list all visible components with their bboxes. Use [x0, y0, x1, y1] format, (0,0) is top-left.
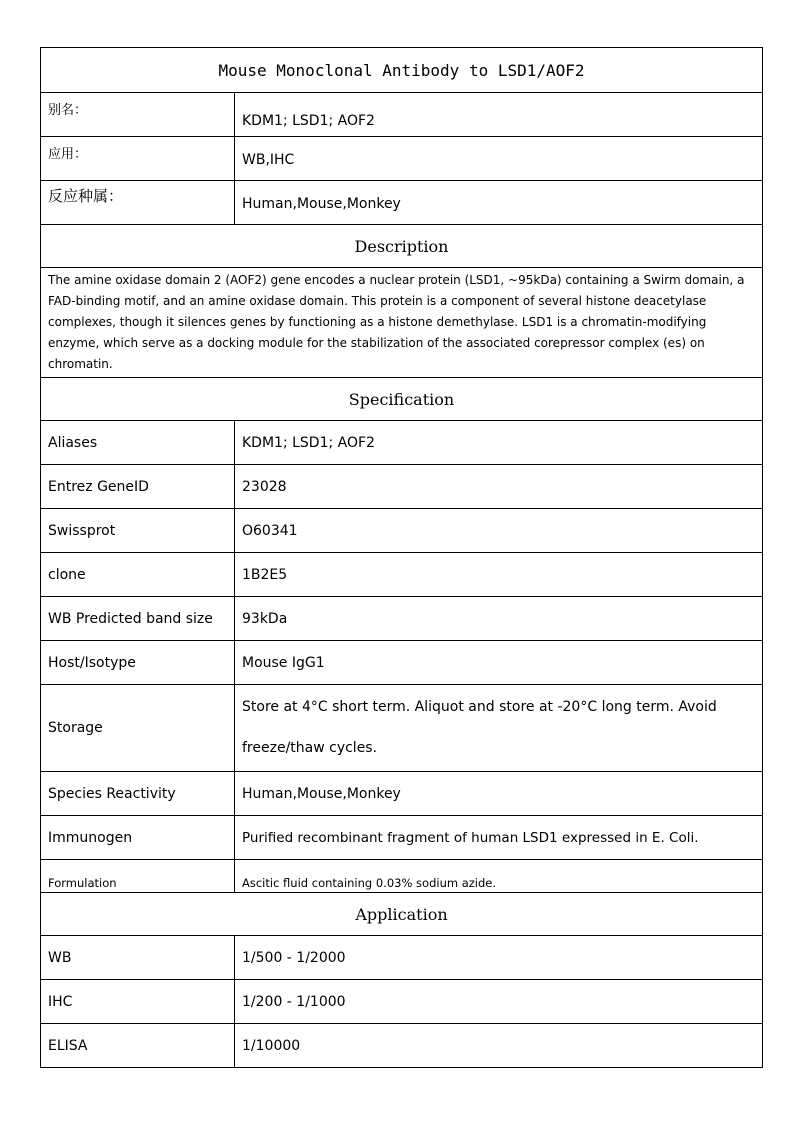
application-row: [41, 137, 763, 181]
spec-label: WB Predicted band size: [41, 597, 235, 641]
spec-value: 93kDa: [235, 597, 763, 641]
app-label: IHC: [41, 980, 235, 1024]
app-label: WB: [41, 936, 235, 980]
spec-row-entrez: [41, 465, 763, 509]
spec-row-reactivity: [41, 772, 763, 816]
app-row-wb: [41, 936, 763, 980]
spec-label: Storage: [41, 685, 235, 772]
spec-label: Formulation: [41, 860, 235, 893]
application-value: WB,IHC: [235, 137, 763, 181]
spec-value: Store at 4°C short term. Aliquot and store at -20°C long term. Avoid freeze/thaw cycles.: [235, 685, 763, 772]
app-value: 1/10000: [235, 1024, 763, 1068]
alias-label: 别名：: [41, 93, 235, 137]
spec-label: Swissprot: [41, 509, 235, 553]
spec-value: KDM1; LSD1; AOF2: [235, 421, 763, 465]
spec-label: Entrez GeneID: [41, 465, 235, 509]
alias-row: [41, 93, 763, 137]
app-value: 1/200 - 1/1000: [235, 980, 763, 1024]
product-datasheet-table: [40, 47, 763, 1068]
spec-label: Host/Isotype: [41, 641, 235, 685]
spec-row-swissprot: [41, 509, 763, 553]
specification-heading: Specification: [41, 378, 763, 421]
spec-label: Aliases: [41, 421, 235, 465]
spec-value: Ascitic fluid containing 0.03% sodium azide.: [235, 860, 763, 893]
description-text: The amine oxidase domain 2 (AOF2) gene encodes a nuclear protein (LSD1, ~95kDa) containing a Swirm domain, a FAD-binding motif, and an amine oxidase domain. This protein is a component of several histone deacetylase complexes, though it silences genes by functioning as a histone demethylase. LSD1 is a chromatin-modifying enzyme, which serve as a docking module for the stabilization of the associated corepressor complex (es) on chromatin.: [41, 268, 763, 378]
reactivity-value: Human,Mouse,Monkey: [235, 181, 763, 225]
application-label: 应用：: [41, 137, 235, 181]
spec-label: Species Reactivity: [41, 772, 235, 816]
reactivity-row: [41, 181, 763, 225]
reactivity-label: 反应种属：: [41, 181, 235, 225]
spec-value: 23028: [235, 465, 763, 509]
app-row-ihc: [41, 980, 763, 1024]
spec-value: Mouse IgG1: [235, 641, 763, 685]
description-heading: Description: [41, 225, 763, 268]
app-row-elisa: [41, 1024, 763, 1068]
app-label: ELISA: [41, 1024, 235, 1068]
spec-label: clone: [41, 553, 235, 597]
spec-row-aliases: [41, 421, 763, 465]
spec-value: Purified recombinant fragment of human LSD1 expressed in E. Coli.: [235, 816, 763, 860]
spec-row-clone: [41, 553, 763, 597]
spec-row-storage: [41, 685, 763, 772]
app-value: 1/500 - 1/2000: [235, 936, 763, 980]
spec-row-formulation: [41, 860, 763, 893]
spec-row-immunogen: [41, 816, 763, 860]
spec-label: Immunogen: [41, 816, 235, 860]
application-heading: Application: [41, 893, 763, 936]
spec-value: 1B2E5: [235, 553, 763, 597]
spec-value: Human,Mouse,Monkey: [235, 772, 763, 816]
product-title: Mouse Monoclonal Antibody to LSD1/AOF2: [41, 48, 763, 93]
spec-value: O60341: [235, 509, 763, 553]
spec-row-band-size: [41, 597, 763, 641]
alias-value: KDM1; LSD1; AOF2: [235, 93, 763, 137]
spec-row-host: [41, 641, 763, 685]
